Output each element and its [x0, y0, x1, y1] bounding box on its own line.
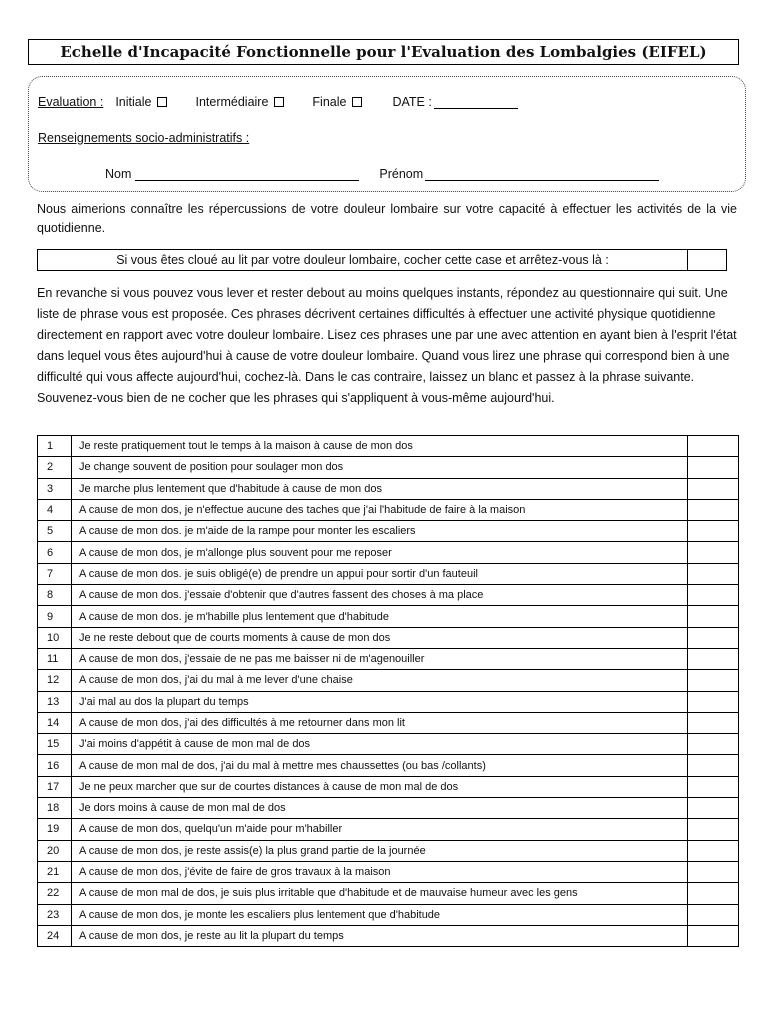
item-text: A cause de mon dos, je m'allonge plus souvent pour me reposer [72, 542, 688, 563]
table-row [38, 776, 739, 797]
table-row [38, 904, 739, 925]
option-initiale-label: Initiale [115, 95, 152, 109]
item-checkbox[interactable] [688, 436, 739, 457]
item-checkbox[interactable] [688, 478, 739, 499]
item-checkbox[interactable] [688, 712, 739, 733]
table-row [38, 691, 739, 712]
item-checkbox[interactable] [688, 798, 739, 819]
table-row [38, 606, 739, 627]
item-number: 9 [38, 606, 72, 627]
item-number: 20 [38, 840, 72, 861]
checkbox-initiale[interactable] [157, 97, 167, 107]
bedridden-question [37, 249, 727, 271]
item-checkbox[interactable] [688, 819, 739, 840]
item-checkbox[interactable] [688, 499, 739, 520]
table-row [38, 499, 739, 520]
item-number: 24 [38, 925, 72, 946]
item-number: 21 [38, 861, 72, 882]
table-row [38, 648, 739, 669]
table-row [38, 436, 739, 457]
checkbox-finale[interactable] [352, 97, 362, 107]
checkbox-intermediaire[interactable] [274, 97, 284, 107]
date-field[interactable] [392, 95, 517, 109]
nom-input-line[interactable] [135, 168, 359, 181]
item-text: A cause de mon dos, j'ai des difficultés à me retourner dans mon lit [72, 712, 688, 733]
item-number: 5 [38, 521, 72, 542]
item-checkbox[interactable] [688, 563, 739, 584]
item-checkbox[interactable] [688, 861, 739, 882]
table-row [38, 925, 739, 946]
questionnaire-table [37, 435, 739, 947]
table-row [38, 457, 739, 478]
item-text: Je marche plus lentement que d'habitude à cause de mon dos [72, 478, 688, 499]
item-checkbox[interactable] [688, 755, 739, 776]
item-text: A cause de mon dos, je reste assis(e) la plus grand partie de la journée [72, 840, 688, 861]
option-finale-label: Finale [312, 95, 347, 109]
item-checkbox[interactable] [688, 542, 739, 563]
item-number: 16 [38, 755, 72, 776]
table-row [38, 712, 739, 733]
item-number: 11 [38, 648, 72, 669]
option-finale[interactable] [312, 95, 362, 109]
item-number: 7 [38, 563, 72, 584]
item-checkbox[interactable] [688, 648, 739, 669]
item-checkbox[interactable] [688, 691, 739, 712]
item-checkbox[interactable] [688, 670, 739, 691]
option-intermediaire-label: Intermédiaire [195, 95, 269, 109]
item-number: 2 [38, 457, 72, 478]
table-row [38, 670, 739, 691]
table-row [38, 861, 739, 882]
table-row [38, 563, 739, 584]
item-text: A cause de mon mal de dos, je suis plus irritable que d'habitude et de mauvaise humeur avec les gens [72, 883, 688, 904]
name-row [105, 167, 659, 181]
date-input-line[interactable] [434, 96, 518, 109]
item-number: 14 [38, 712, 72, 733]
item-number: 22 [38, 883, 72, 904]
prenom-input-line[interactable] [425, 168, 659, 181]
item-number: 13 [38, 691, 72, 712]
form-title: Echelle d'Incapacité Fonctionnelle pour l'Evaluation des Lombalgies (EIFEL) [28, 39, 739, 65]
item-text: A cause de mon dos. je m'aide de la rampe pour monter les escaliers [72, 521, 688, 542]
table-row [38, 542, 739, 563]
evaluation-row [38, 95, 518, 109]
date-label: DATE : [392, 95, 432, 109]
item-checkbox[interactable] [688, 840, 739, 861]
item-checkbox[interactable] [688, 776, 739, 797]
item-text: A cause de mon mal de dos, j'ai du mal à mettre mes chaussettes (ou bas /collants) [72, 755, 688, 776]
option-initiale[interactable] [115, 95, 167, 109]
item-number: 15 [38, 734, 72, 755]
item-text: J'ai moins d'appétit à cause de mon mal de dos [72, 734, 688, 755]
item-text: Je change souvent de position pour soulager mon dos [72, 457, 688, 478]
item-number: 6 [38, 542, 72, 563]
bedridden-checkbox[interactable] [687, 250, 726, 270]
item-text: A cause de mon dos. je m'habille plus lentement que d'habitude [72, 606, 688, 627]
item-text: A cause de mon dos, j'ai du mal à me lever d'une chaise [72, 670, 688, 691]
nom-label: Nom [105, 167, 132, 181]
item-number: 19 [38, 819, 72, 840]
table-row [38, 478, 739, 499]
instructions-text: En revanche si vous pouvez vous lever et rester debout au moins quelques instants, répondez au questionnaire qui suit. Une liste de phrase vous est proposée. Ces phrases décrivent certaines difficultés à effectuer une activité physique quotidienne directement en rapport avec votre douleur lombaire. Lisez ces phrases une par une avec attention en ayant bien à l'esprit l'état dans lequel vous êtes aujourd'hui à cause de votre douleur lombaire. Quand vous lirez une phrase qui correspond bien à une difficulté qui vous affecte aujourd'hui, cochez-là. Dans le cas contraire, laissez un blanc et passez à la phrase suivante. Souvenez-vous bien de ne cocher que les phrases qui s'appliquent à vous-même aujourd'hui. [37, 286, 737, 405]
table-row [38, 883, 739, 904]
admin-info-box [28, 76, 746, 192]
item-number: 10 [38, 627, 72, 648]
item-checkbox[interactable] [688, 627, 739, 648]
item-text: A cause de mon dos, j'évite de faire de gros travaux à la maison [72, 861, 688, 882]
bedridden-question-text: Si vous êtes cloué au lit par votre douleur lombaire, cocher cette case et arrêtez-vous là : [116, 253, 609, 267]
intro-text: Nous aimerions connaître les répercussions de votre douleur lombaire sur votre capacité à effectuer les activités de la vie quotidienne. [37, 202, 737, 235]
table-row [38, 734, 739, 755]
item-number: 3 [38, 478, 72, 499]
item-text: Je reste pratiquement tout le temps à la maison à cause de mon dos [72, 436, 688, 457]
table-row [38, 819, 739, 840]
table-row [38, 585, 739, 606]
evaluation-label: Evaluation : [38, 95, 104, 109]
item-text: A cause de mon dos, je monte les escaliers plus lentement que d'habitude [72, 904, 688, 925]
item-checkbox[interactable] [688, 521, 739, 542]
item-number: 1 [38, 436, 72, 457]
item-number: 8 [38, 585, 72, 606]
item-checkbox[interactable] [688, 457, 739, 478]
table-row [38, 627, 739, 648]
item-checkbox[interactable] [688, 734, 739, 755]
item-number: 23 [38, 904, 72, 925]
table-row [38, 798, 739, 819]
item-text: A cause de mon dos, quelqu'un m'aide pour m'habiller [72, 819, 688, 840]
item-checkbox[interactable] [688, 606, 739, 627]
prenom-label: Prénom [379, 167, 424, 181]
item-text: A cause de mon dos, je n'effectue aucune des taches que j'ai l'habitude de faire à la maison [72, 499, 688, 520]
item-number: 12 [38, 670, 72, 691]
item-text: Je dors moins à cause de mon mal de dos [72, 798, 688, 819]
item-text: A cause de mon dos, je reste au lit la plupart du temps [72, 925, 688, 946]
item-number: 4 [38, 499, 72, 520]
item-checkbox[interactable] [688, 904, 739, 925]
option-intermediaire[interactable] [195, 95, 284, 109]
item-text: Je ne peux marcher que sur de courtes distances à cause de mon mal de dos [72, 776, 688, 797]
socio-admin-label: Renseignements socio-administratifs : [38, 131, 250, 145]
item-number: 17 [38, 776, 72, 797]
item-text: Je ne reste debout que de courts moments à cause de mon dos [72, 627, 688, 648]
item-number: 18 [38, 798, 72, 819]
item-checkbox[interactable] [688, 925, 739, 946]
table-row [38, 755, 739, 776]
table-row [38, 521, 739, 542]
item-checkbox[interactable] [688, 585, 739, 606]
item-text: A cause de mon dos, j'essaie de ne pas me baisser ni de m'agenouiller [72, 648, 688, 669]
item-text: A cause de mon dos. je suis obligé(e) de prendre un appui pour sortir d'un fauteuil [72, 563, 688, 584]
item-text: J'ai mal au dos la plupart du temps [72, 691, 688, 712]
table-row [38, 840, 739, 861]
item-checkbox[interactable] [688, 883, 739, 904]
item-text: A cause de mon dos. j'essaie d'obtenir que d'autres fassent des choses à ma place [72, 585, 688, 606]
